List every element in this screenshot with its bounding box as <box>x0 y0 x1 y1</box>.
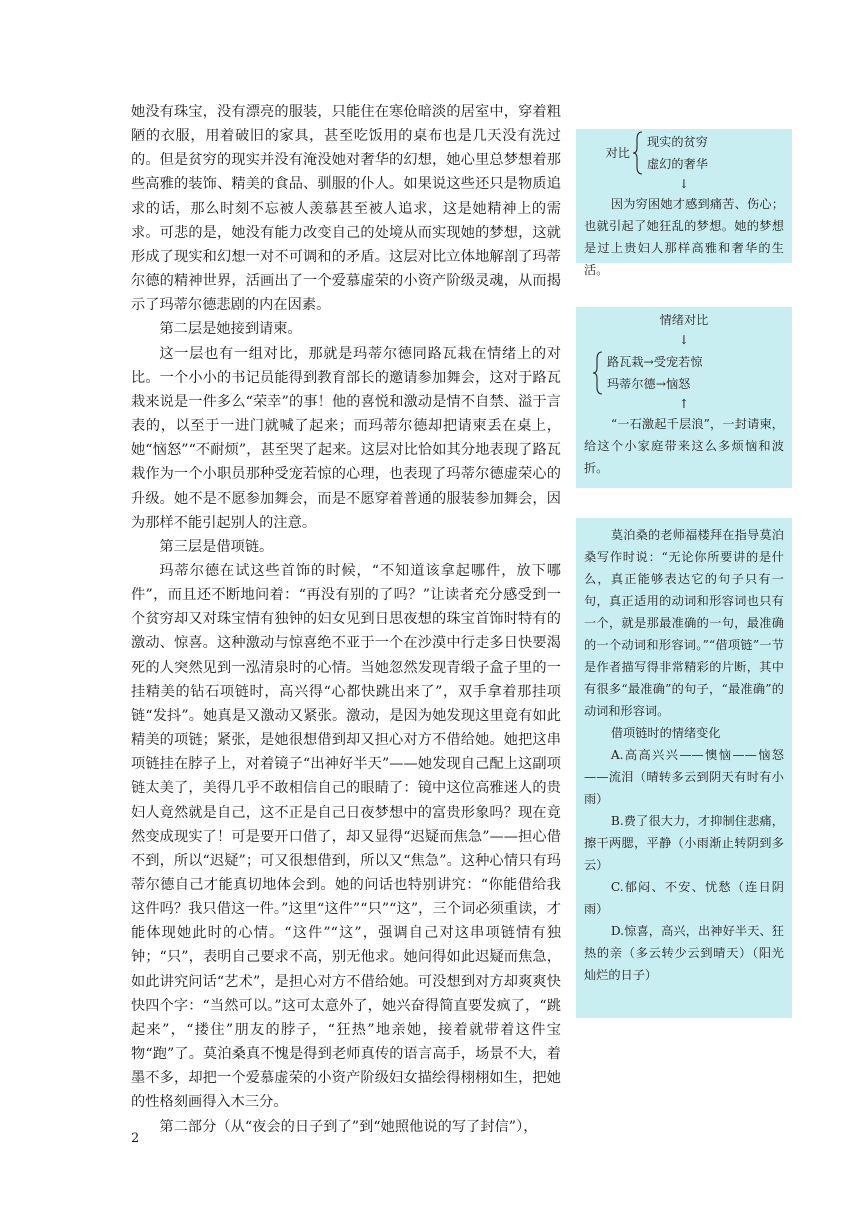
contrast-brace-group <box>584 131 784 175</box>
left-brace-icon <box>632 131 644 175</box>
contrast-item-fantasy: 虚幻的奢华 <box>647 157 708 171</box>
emotion-brace-group <box>584 351 784 395</box>
page-number: 2 <box>131 1131 140 1146</box>
emotion-change-item-d: D.惊喜，高兴，出神好半天、狂热的亲（多云转少云到晴天）（阳光灿烂的日子） <box>584 924 784 982</box>
contrast-item-reality: 现实的贫穷 <box>647 135 708 149</box>
flaubert-note-text: 莫泊桑的老师福楼拜在指导莫泊桑写作时说：“无论你所要讲的是什么，真正能够表达它的句子只有一句，真正适用的动词和形容词也只有一个，就是那最准确的一句，最准确的一个动词和形容词。”“借项链”一节是作者描写得非常精彩的片断，其中有很多“最准确”的句子，“最准确”的动词和形容词。 <box>584 528 784 718</box>
emotion-change-title: 借项链时的情绪变化 <box>610 726 721 740</box>
main-text-column <box>131 100 561 1139</box>
sidebar-note-contrast <box>576 129 792 277</box>
sidebar-note-flaubert <box>576 518 792 1018</box>
emotion-item-mathilde: 玛蒂尔德→恼怒 <box>607 377 691 391</box>
paragraph-5: 玛蒂尔德在试这些首饰的时候，“不知道该拿起哪件，放下哪件”，而且还不断地问着：“再没有别的了吗？”让读者充分感受到一个贫穷却又对珠宝情有独钟的妇女见到日思夜想的珠宝首饰时特有的激动、惊喜。这种激动与惊喜绝不亚于一个在沙漠中行走多日快要渴死的人突然见到一泓清泉时的心情。当她忽然发现青缎子盒子里的一挂精美的钻石项链时，高兴得“心都快跳出来了”，双手拿着那挂项链“发抖”。她真是又激动又紧张。激动，是因为她发现这里竟有如此精美的项链；紧张，是她很想借到却又担心对方不借给她。她把这串项链挂在脖子上，对着镜子“出神好半天”——她发现自己配上这副项链太美了，美得几乎不敢相信自己的眼睛了：镜中这位高雅迷人的贵妇人竟然就是自己，这不正是自己日夜梦想中的富贵形象吗？现在竟然变成现实了！可是要开口借了，却又显得“迟疑而焦急”——担心借不到，所以“迟疑”；可又很想借到，所以又“焦急”。这种心情只有玛蒂尔德自己才能真切地体会到。她的问话也特别讲究：“你能借给我这件吗？我只借这一件。”这里“这件”“只”“这”，三个词必须重读，才能体现她此时的心情。“这件”“这”，强调自己对这串项链情有独钟；“只”，表明自己要求不高，别无他求。她问得如此迟疑而焦急，如此讲究问话“艺术”，是担心对方不借给她。可没想到对方却爽爽快快四个字：“当然可以。”这可太意外了，她兴奋得简直要发疯了，“跳起来”，“搂住”朋友的脖子，“狂热”地亲她，接着就带着这件宝物“跑”了。莫泊桑真不愧是得到老师真传的语言高手，场景不大，着墨不多，却把一个爱慕虚荣的小资产阶级妇女描绘得栩栩如生，把她的性格刻画得入木三分。 <box>131 562 561 1111</box>
paragraph-3: 这一层也有一组对比，那就是玛蒂尔德同路瓦栽在情绪上的对比。一个小小的书记员能得到教育部长的邀请参加舞会，这对于路瓦栽来说是一件多么“荣幸”的事！他的喜悦和激动是情不自禁、溢于言表的，以至于一进门就喊了起来；而玛蒂尔德却把请柬丢在桌上，她“恼怒”“不耐烦”，甚至哭了起来。这层对比恰如其分地表现了路瓦栽作为一个小职员那种受宠若惊的心理，也表现了玛蒂尔德虚荣心的升级。她不是不愿参加舞会，而是不愿穿着普通的服装参加舞会，因为那样不能引起别人的注意。 <box>131 345 561 531</box>
emotion-contrast-title: 情绪对比 <box>659 313 709 327</box>
emotion-note-text: “一石激起千层浪”，一封请柬，给这个小家庭带来这么多烦恼和波折。 <box>584 417 784 475</box>
arrow-down-icon: ↓ <box>678 333 690 347</box>
emotion-change-item-a: A.高高兴兴——懊恼——恼怒——流泪（晴转多云到阴天有时有小雨） <box>584 748 784 806</box>
sidebar-note-emotion-contrast <box>576 307 792 488</box>
emotion-change-item-c: C.郁闷、不安、忧愁（连日阴雨） <box>584 880 784 916</box>
emotion-change-item-b: B.费了很大力，才抑制住悲痛，擦干两腮，平静（小雨渐止转阴到多云） <box>584 814 784 872</box>
paragraph-1: 她没有珠宝，没有漂亮的服装，只能住在寒伧暗淡的居室中，穿着粗陋的衣服，用着破旧的家具，甚至吃饭用的桌布也是几天没有洗过的。但是贫穷的现实并没有淹没她对奢华的幻想，她心里总梦想着那些高雅的装饰、精美的食品、驯服的仆人。如果说这些还只是物质追求的话，那么时刻不忘被人羡慕甚至被人追求，这是她精神上的需求。可悲的是，她没有能力改变自己的处境从而实现她的梦想，这就形成了现实和幻想一对不可调和的矛盾。这层对比立体地解剖了玛蒂尔德的精神世界，活画出了一个爱慕虚荣的小资产阶级灵魂，从而揭示了玛蒂尔德悲剧的内在因素。 <box>131 104 561 314</box>
contrast-label: 对比 <box>605 146 630 160</box>
arrow-down-icon: ↓ <box>678 177 690 191</box>
paragraph-6: 第二部分（从“夜会的日子到了”到“她照他说的写了封信”）， <box>159 1118 538 1135</box>
contrast-note-text: 因为穷困她才感到痛苦、伤心；也就引起了她狂乱的梦想。她的梦想是过上贵妇人那样高雅和奢华的生活。 <box>584 197 784 277</box>
arrow-up-icon: ↑ <box>678 397 690 411</box>
emotion-item-loisel: 路瓦栽→受宠若惊 <box>607 355 703 369</box>
left-brace-icon <box>592 351 604 395</box>
paragraph-2: 第二层是她接到请柬。 <box>159 321 302 338</box>
paragraph-4: 第三层是借项链。 <box>159 538 274 555</box>
